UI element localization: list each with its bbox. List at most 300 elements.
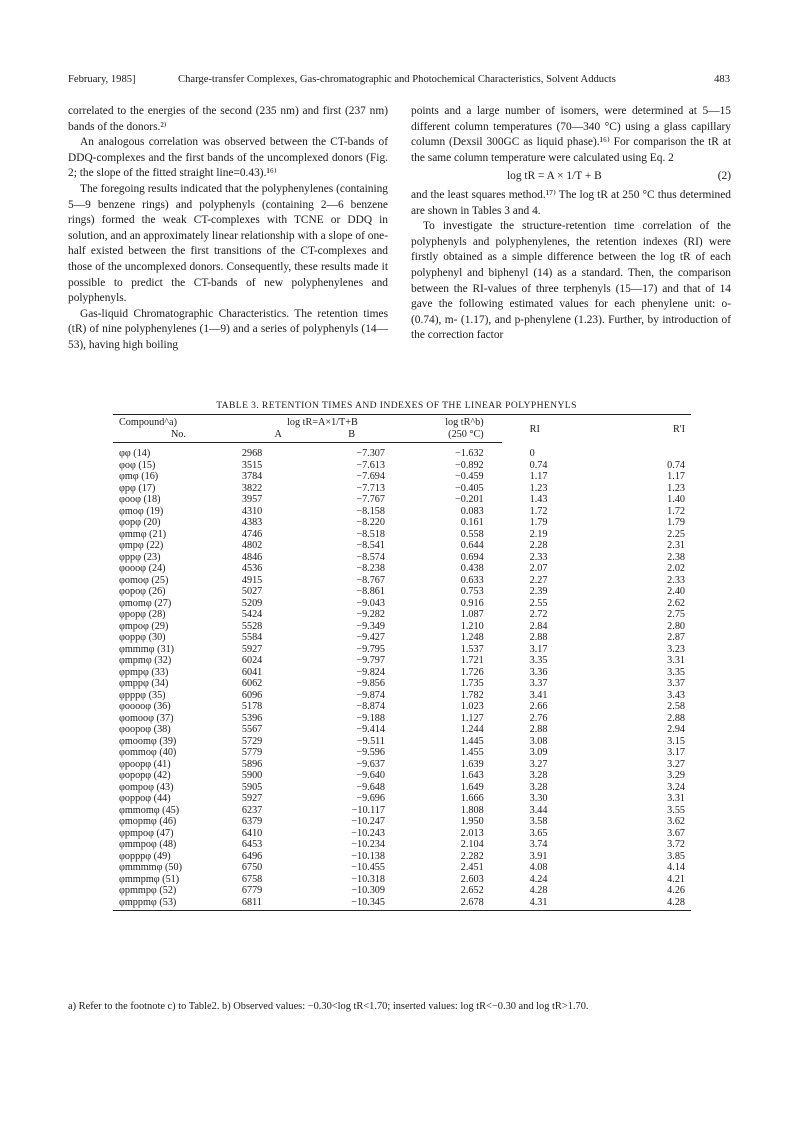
- a-cell: 6062: [241, 678, 263, 689]
- a-cell: 6041: [241, 666, 263, 678]
- right-paragraph-2: and the least squares method.¹⁷⁾ The log tR at 250 °C thus determined are shown in Tables 3 and 4.: [411, 188, 731, 217]
- logtr-cell: 0.558: [460, 528, 484, 540]
- compound-cell: φpφ (17): [119, 482, 156, 494]
- left-paragraph-4: Gas-liquid Chromatographic Characteristics. The retention times (tR) of nine polyphenylenes (1—9) and a series of polyphenyls (14—53), having high boiling: [68, 307, 388, 351]
- b-cell: −9.637: [356, 758, 385, 770]
- logtr-cell: 1.244: [460, 724, 484, 735]
- a-cell: 5900: [241, 770, 263, 781]
- a-cell: 6379: [241, 816, 263, 827]
- ri-cell: 2.27: [529, 574, 548, 586]
- b-cell: −8.220: [356, 517, 385, 528]
- ri-prime-cell: 2.87: [667, 632, 685, 643]
- compound-cell: φopopφ (42): [119, 770, 171, 781]
- a-cell: 4802: [241, 540, 263, 551]
- a-cell: 5779: [241, 747, 263, 758]
- b-cell: −8.574: [356, 551, 385, 563]
- ri-cell: 3.41: [529, 689, 548, 701]
- compound-cell: φoppφ (30): [119, 632, 166, 643]
- ri-prime-cell: 4.21: [667, 873, 685, 885]
- table-row: [113, 586, 691, 598]
- ri-cell: 3.58: [529, 816, 548, 827]
- b-cell: −7.713: [356, 482, 385, 494]
- ri-cell: 2.66: [529, 701, 548, 712]
- ri-prime-cell: 2.58: [667, 701, 685, 712]
- logtr-cell: 1.210: [460, 620, 484, 632]
- table-row: [113, 471, 691, 483]
- ri-cell: 3.17: [529, 643, 548, 655]
- table-row: [113, 736, 691, 748]
- ri-cell: 3.28: [529, 770, 548, 781]
- logtr-cell: 0.161: [460, 517, 484, 528]
- ri-prime-cell: 4.14: [667, 862, 685, 873]
- compound-cell: φmopmφ (46): [119, 816, 177, 827]
- ri-cell: 4.28: [529, 885, 548, 896]
- ri-prime-cell: 2.31: [667, 540, 685, 551]
- ri-cell: 2.39: [529, 586, 548, 597]
- ri-prime-cell: 2.02: [667, 563, 685, 574]
- logtr-cell: 1.445: [460, 735, 484, 747]
- header-title: Charge-transfer Complexes, Gas-chromatographic and Photochemical Characteristics, Solvent Adducts: [178, 74, 616, 85]
- right-column: [411, 104, 731, 344]
- compound-cell: φppφ (23): [119, 551, 161, 563]
- a-cell: 5584: [241, 632, 263, 643]
- equation-text: log tR = A × 1/T + B: [507, 170, 602, 183]
- logtr-cell: 0.753: [460, 586, 484, 597]
- ri-prime-cell: 3.17: [667, 747, 685, 758]
- table-row: [113, 793, 691, 805]
- a-cell: 6096: [241, 689, 263, 701]
- table-row: [113, 747, 691, 759]
- table-row: [113, 494, 691, 506]
- ri-cell: 3.08: [529, 735, 548, 747]
- table-row: [113, 552, 691, 564]
- compound-cell: φmpoφ (29): [119, 620, 169, 632]
- a-cell: 3784: [241, 471, 263, 482]
- table-row: [113, 828, 691, 840]
- ri-prime-cell: 2.88: [667, 712, 685, 724]
- table-row: [113, 862, 691, 874]
- table-row: [113, 540, 691, 552]
- table-footnote: a) Refer to the footnote c) to Table2. b) Observed values: −0.30<log tR<1.70; inserted values: log tR<−0.30 and log tR>1.70.: [68, 1001, 589, 1012]
- b-cell: −7.694: [356, 471, 385, 482]
- table-row: [113, 897, 691, 911]
- logtr-cell: 1.455: [460, 747, 484, 758]
- ri-prime-cell: 3.62: [667, 816, 685, 827]
- logtr-cell: 2.013: [460, 827, 484, 839]
- ri-prime-cell: 2.40: [667, 586, 685, 597]
- logtr-cell: 0.694: [460, 551, 484, 563]
- compound-cell: φoopoφ (38): [119, 724, 171, 735]
- table-row: [113, 655, 691, 667]
- header-ri-prime: R'I: [612, 415, 691, 443]
- ri-cell: 3.09: [529, 747, 548, 758]
- compound-cell: φommoφ (40): [119, 747, 177, 758]
- ri-prime-cell: 2.94: [667, 724, 685, 735]
- logtr-cell: −1.632: [454, 448, 484, 459]
- logtr-cell: 1.127: [460, 712, 484, 724]
- compound-cell: φmmmφ (31): [119, 643, 175, 655]
- ri-cell: 2.84: [529, 620, 548, 632]
- logtr-cell: 2.282: [460, 850, 484, 862]
- logtr-cell: 0.633: [460, 574, 484, 586]
- a-cell: 5729: [241, 735, 263, 747]
- b-cell: −8.158: [356, 505, 385, 517]
- ri-prime-cell: [612, 443, 691, 460]
- b-cell: −9.824: [356, 666, 385, 678]
- b-cell: −9.797: [356, 655, 385, 666]
- table-row: [113, 443, 691, 460]
- ri-prime-cell: 3.29: [667, 770, 685, 781]
- table-row: [113, 483, 691, 495]
- ri-prime-cell: 3.67: [667, 827, 685, 839]
- logtr-cell: 1.639: [460, 758, 484, 770]
- b-cell: −10.243: [351, 827, 385, 839]
- logtr-cell: 2.451: [460, 862, 484, 873]
- compound-cell: φmmmmφ (50): [119, 862, 182, 873]
- logtr-cell: 0.438: [460, 563, 484, 574]
- ri-cell: 0: [529, 447, 535, 459]
- a-cell: 6758: [241, 873, 263, 885]
- table-row: [113, 644, 691, 656]
- a-cell: 6453: [241, 839, 263, 850]
- ri-prime-cell: 1.17: [667, 471, 685, 482]
- table-row: [113, 874, 691, 886]
- b-cell: −10.309: [351, 885, 385, 896]
- ri-cell: 4.08: [529, 862, 548, 873]
- table-row: [113, 839, 691, 851]
- table-row: [113, 598, 691, 610]
- table-row: [113, 575, 691, 587]
- a-cell: 4746: [241, 528, 263, 540]
- b-cell: −9.349: [356, 620, 385, 632]
- logtr-cell: −0.201: [454, 494, 484, 505]
- left-paragraph-2: An analogous correlation was observed between the CT-bands of DDQ-complexes and the first bands of the uncomplexed donors (Fig. 2; the slope of the fitted straight line=0.43).¹⁶⁾: [68, 136, 388, 180]
- page-number: 483: [714, 74, 730, 85]
- compound-cell: φoppoφ (44): [119, 793, 171, 804]
- ri-prime-cell: 3.35: [667, 666, 685, 678]
- logtr-cell: 1.808: [460, 804, 484, 816]
- ri-cell: 1.72: [529, 505, 548, 517]
- header-compound: Compound^a): [113, 415, 240, 429]
- compound-cell: φmppmφ (53): [113, 897, 240, 911]
- ri-cell: 1.23: [529, 482, 548, 494]
- logtr-cell: 1.721: [460, 655, 484, 666]
- b-cell: −9.696: [356, 793, 385, 804]
- table-header-row-1: [113, 415, 691, 429]
- ri-cell: 3.36: [529, 666, 548, 678]
- ri-prime-cell: 3.43: [667, 689, 685, 701]
- a-cell: 3822: [241, 482, 263, 494]
- ri-prime-cell: 3.31: [667, 793, 685, 804]
- compound-cell: φmoφ (19): [119, 505, 164, 517]
- left-paragraph-3: The foregoing results indicated that the polyphenylenes (containing 5—9 benzene rings) and polyphenyls (containing 2—6 benzene rings) formed the weak CT-complexes with TCNE or DDQ in solution, and an approximately linear relationship with a slope of one-half existed between the first transitions of the CT-complexes and those of the uncomplexed donors. Consequently, these results made it possible to predict the CT-bands of new polyphenylenes and polyphenyls.: [68, 182, 388, 305]
- header-logtr: log tR^b): [405, 415, 502, 429]
- logtr-cell: 1.087: [460, 609, 484, 620]
- table-row: [113, 609, 691, 621]
- ri-cell: 3.30: [529, 793, 548, 804]
- b-cell: −10.247: [351, 816, 385, 827]
- compound-cell: φooφ (18): [119, 494, 161, 505]
- logtr-cell: −0.459: [454, 471, 484, 482]
- ri-prime-cell: 3.85: [667, 850, 685, 862]
- b-cell: −10.117: [351, 804, 385, 816]
- ri-cell: 3.74: [529, 839, 548, 850]
- ri-prime-cell: 0.74: [667, 459, 685, 471]
- ri-cell: 3.35: [529, 655, 548, 666]
- ri-cell: 2.72: [529, 609, 548, 620]
- logtr-cell: 1.649: [460, 781, 484, 793]
- a-cell: 6779: [241, 885, 263, 896]
- b-cell: −8.238: [356, 563, 385, 574]
- ri-prime-cell: 2.33: [667, 574, 685, 586]
- table-row: [113, 851, 691, 863]
- b-cell: −9.414: [356, 724, 385, 735]
- logtr-cell: −0.892: [454, 459, 484, 471]
- b-cell: −9.648: [356, 781, 385, 793]
- header-date: February, 1985]: [68, 74, 136, 85]
- ri-cell: 0.74: [529, 459, 548, 471]
- header-a: A: [240, 429, 317, 443]
- a-cell: 6024: [241, 655, 263, 666]
- ri-prime-cell: 1.72: [667, 505, 685, 517]
- ri-prime-cell: 2.62: [667, 597, 685, 609]
- ri-cell: 1.17: [529, 471, 548, 482]
- ri-cell: 3.44: [529, 804, 548, 816]
- compound-cell: φpppφ (35): [119, 689, 166, 701]
- a-cell: 3515: [241, 459, 263, 471]
- ri-cell: 2.55: [529, 597, 548, 609]
- ri-prime-cell: 2.80: [667, 620, 685, 632]
- ri-prime-cell: 3.15: [667, 735, 685, 747]
- compound-cell: φoooφ (24): [119, 563, 166, 574]
- a-cell: 5927: [241, 643, 263, 655]
- retention-table: [113, 414, 691, 911]
- ri-cell: 4.31: [502, 897, 613, 911]
- a-cell: 5178: [241, 701, 263, 712]
- table-row: [113, 805, 691, 817]
- logtr-cell: −0.405: [454, 482, 484, 494]
- table-row: [113, 816, 691, 828]
- compound-cell: φomoφ (25): [119, 574, 169, 586]
- left-column: [68, 104, 388, 354]
- a-cell: 5567: [241, 724, 263, 735]
- compound-cell: φmomφ (27): [119, 597, 172, 609]
- logtr-cell: 1.782: [460, 689, 484, 701]
- compound-cell: φmmomφ (45): [119, 804, 180, 816]
- table-row: [113, 690, 691, 702]
- equation-2: [411, 169, 731, 185]
- b-cell: −9.282: [356, 609, 385, 620]
- compound-cell: φpoopφ (41): [119, 758, 171, 770]
- logtr-cell: 2.603: [460, 873, 484, 885]
- table-row: [113, 517, 691, 529]
- ri-cell: 2.28: [529, 540, 548, 551]
- a-cell: 6811: [240, 897, 317, 911]
- b-cell: −8.541: [356, 540, 385, 551]
- ri-cell: 2.07: [529, 563, 548, 574]
- a-cell: 6237: [241, 804, 263, 816]
- ri-prime-cell: 1.79: [667, 517, 685, 528]
- compound-cell: φpmpoφ (47): [119, 827, 174, 839]
- a-cell: 2968: [241, 448, 263, 459]
- b-cell: −10.345: [316, 897, 405, 911]
- b-cell: −8.861: [356, 586, 385, 597]
- ri-prime-cell: 2.25: [667, 528, 685, 540]
- left-paragraph-1: correlated to the energies of the second (235 nm) and first (237 nm) bands of the donors.²⁾: [68, 105, 388, 133]
- ri-prime-cell: 3.37: [667, 678, 685, 689]
- header-logtr-equation: log tR=A×1/T+B: [240, 415, 405, 429]
- logtr-cell: 2.104: [460, 839, 484, 850]
- a-cell: 4310: [241, 505, 263, 517]
- ri-cell: 2.88: [529, 724, 548, 735]
- b-cell: −10.455: [351, 862, 385, 873]
- table-row: [113, 529, 691, 541]
- compound-cell: φompoφ (43): [119, 781, 174, 793]
- compound-cell: φmoomφ (39): [119, 735, 177, 747]
- b-cell: −7.613: [356, 459, 385, 471]
- header-temperature: (250 °C): [405, 429, 502, 443]
- logtr-cell: 0.644: [460, 540, 484, 551]
- a-cell: 5905: [241, 781, 263, 793]
- ri-prime-cell: 3.23: [667, 643, 685, 655]
- table-row: [113, 563, 691, 575]
- ri-prime-cell: 3.27: [667, 758, 685, 770]
- table-row: [113, 701, 691, 713]
- ri-prime-cell: 1.23: [667, 482, 685, 494]
- a-cell: 4536: [241, 563, 263, 574]
- compound-cell: φmmpoφ (48): [119, 839, 177, 850]
- ri-prime-cell: 3.55: [667, 804, 685, 816]
- compound-cell: φmmφ (21): [119, 528, 167, 540]
- compound-cell: φopppφ (49): [119, 850, 171, 862]
- logtr-cell: 1.023: [460, 701, 484, 712]
- b-cell: −9.043: [356, 597, 385, 609]
- b-cell: −9.596: [356, 747, 385, 758]
- table-row: [113, 759, 691, 771]
- a-cell: 6750: [241, 862, 263, 873]
- b-cell: −9.640: [356, 770, 385, 781]
- a-cell: 5209: [241, 597, 263, 609]
- ri-prime-cell: 2.38: [667, 551, 685, 563]
- b-cell: −9.511: [356, 735, 385, 747]
- ri-prime-cell: 4.26: [667, 885, 685, 896]
- compound-cell: φopφ (20): [119, 517, 161, 528]
- compound-cell: φomooφ (37): [119, 712, 174, 724]
- compound-cell: φmφ (16): [119, 471, 159, 482]
- ri-prime-cell: 2.75: [667, 609, 685, 620]
- ri-cell: 3.65: [529, 827, 548, 839]
- ri-cell: 2.19: [529, 528, 548, 540]
- compound-cell: φmmpmφ (51): [119, 873, 180, 885]
- compound-cell: φmpmφ (32): [119, 655, 172, 666]
- a-cell: 4846: [241, 551, 263, 563]
- ri-prime-cell: 3.72: [667, 839, 685, 850]
- ri-cell: 3.28: [529, 781, 548, 793]
- compound-cell: φφ (14): [119, 448, 151, 459]
- a-cell: 4383: [241, 517, 263, 528]
- right-paragraph-3: To investigate the structure-retention time correlation of the polyphenyls and polyphenylenes, the retention indexes (RI) were firstly obtained as a simple difference between the log tR of each polyphenyl and biphenyl (14) as a standard. Then, the comparison between the RI-values of three terphenyls (15—17) and that of 14 gave the following estimated values for each phenylene unit: o- (0.74), m- (1.17), and p-phenylene (1.23). Further, by introduction of the correction factor: [411, 220, 731, 342]
- compound-cell: φooooφ (36): [119, 701, 171, 712]
- table-row: [113, 460, 691, 472]
- compound-cell: φopoφ (26): [119, 586, 166, 597]
- logtr-cell: 1.537: [460, 643, 484, 655]
- b-cell: −8.874: [356, 701, 385, 712]
- b-cell: −9.188: [356, 712, 385, 724]
- ri-cell: 1.79: [529, 517, 548, 528]
- ri-prime-cell: 4.28: [612, 897, 691, 911]
- compound-cell: φpopφ (28): [119, 609, 166, 620]
- ri-prime-cell: 1.40: [667, 494, 685, 505]
- b-cell: −9.795: [356, 643, 385, 655]
- a-cell: 5027: [241, 586, 263, 597]
- header-b: B: [316, 429, 405, 443]
- equation-number: (2): [717, 170, 731, 183]
- compound-cell: φpmpφ (33): [119, 666, 169, 678]
- logtr-cell: 1.666: [460, 793, 484, 804]
- table-row: [113, 724, 691, 736]
- logtr-cell: 0.916: [460, 597, 484, 609]
- a-cell: 3957: [241, 494, 263, 505]
- table-row: [113, 782, 691, 794]
- a-cell: 6496: [241, 850, 263, 862]
- b-cell: −10.234: [351, 839, 385, 850]
- a-cell: 5424: [241, 609, 263, 620]
- header-no: No.: [113, 429, 240, 443]
- logtr-cell: 1.726: [460, 666, 484, 678]
- b-cell: −7.307: [356, 448, 385, 459]
- ri-cell: 2.88: [529, 632, 548, 643]
- logtr-cell: 1.643: [460, 770, 484, 781]
- header-ri: RI: [502, 415, 613, 443]
- table-row: [113, 885, 691, 897]
- table-caption: TABLE 3. RETENTION TIMES AND INDEXES OF THE LINEAR POLYPHENYLS: [216, 400, 577, 411]
- a-cell: 5528: [241, 620, 263, 632]
- a-cell: 5896: [241, 758, 263, 770]
- b-cell: −10.318: [351, 873, 385, 885]
- b-cell: −9.427: [356, 632, 385, 643]
- logtr-cell: 2.678: [405, 897, 502, 911]
- a-cell: 5396: [241, 712, 263, 724]
- table-row: [113, 667, 691, 679]
- b-cell: −8.767: [356, 574, 385, 586]
- b-cell: −9.856: [356, 678, 385, 689]
- compound-cell: φmpφ (22): [119, 540, 164, 551]
- table-row: [113, 770, 691, 782]
- logtr-cell: 1.735: [460, 678, 484, 689]
- compound-cell: φoφ (15): [119, 459, 156, 471]
- ri-cell: 4.24: [529, 873, 548, 885]
- table-row: [113, 506, 691, 518]
- table-row: [113, 713, 691, 725]
- logtr-cell: 1.248: [460, 632, 484, 643]
- logtr-cell: 0.083: [460, 505, 484, 517]
- logtr-cell: 1.950: [460, 816, 484, 827]
- ri-prime-cell: 3.31: [667, 655, 685, 666]
- table-row: [113, 678, 691, 690]
- ri-cell: 2.33: [529, 551, 548, 563]
- ri-cell: 3.37: [529, 678, 548, 689]
- ri-cell: 3.91: [529, 850, 548, 862]
- ri-cell: 2.76: [529, 712, 548, 724]
- right-paragraph-1: points and a large number of isomers, were determined at 5—15 different column temperatures (70—340 °C) using a glass capillary column (Dexsil 300GC as liquid phase).¹⁶⁾ For comparison the tR at the same column temperature were calculated using Eq. 2: [411, 105, 731, 164]
- compound-cell: φpmmpφ (52): [119, 885, 177, 896]
- ri-cell: 1.43: [529, 494, 548, 505]
- ri-cell: 3.27: [529, 758, 548, 770]
- table-row: [113, 632, 691, 644]
- b-cell: −10.138: [351, 850, 385, 862]
- table-row: [113, 621, 691, 633]
- compound-cell: φmppφ (34): [119, 678, 169, 689]
